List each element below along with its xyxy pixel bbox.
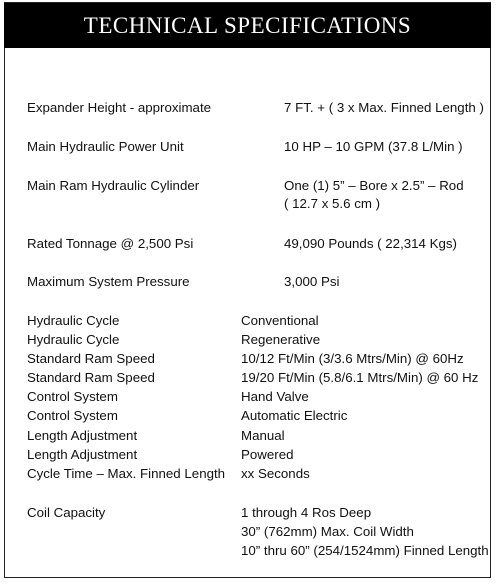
page-title: TECHNICAL SPECIFICATIONS [83,13,412,38]
spec-label: Main Hydraulic Power Unit [27,139,184,154]
spec-label: Hydraulic Cycle [27,313,120,328]
spec-value: 30” (762mm) Max. Coil Width [241,524,414,539]
spec-value: Conventional [241,313,319,328]
spec-value: 49,090 Pounds ( 22,314 Kgs) [284,236,457,251]
spec-label: Control System [27,389,118,404]
spec-value: One (1) 5” – Bore x 2.5” – Rod [284,178,464,193]
spec-value: xx Seconds [241,466,310,481]
spec-value: 10 HP – 10 GPM (37.8 L/Min ) [284,139,463,154]
spec-value: Powered [241,447,294,462]
spec-value: Regenerative [241,332,321,347]
spec-value: 7 FT. + ( 3 x Max. Finned Length ) [284,100,484,115]
spec-value: 19/20 Ft/Min (5.8/6.1 Mtrs/Min) @ 60 Hz [241,370,479,385]
spec-label: Standard Ram Speed [27,370,155,385]
spec-label: Rated Tonnage @ 2,500 Psi [27,236,194,251]
spec-label: Hydraulic Cycle [27,332,120,347]
spec-label: Maximum System Pressure [27,274,190,289]
spec-label: Control System [27,408,118,423]
spec-sheet-frame [4,2,491,578]
spec-value: Automatic Electric [241,408,348,423]
spec-value: ( 12.7 x 5.6 cm ) [284,196,381,211]
spec-value: 3,000 Psi [284,274,340,289]
spec-value: 10” thru 60” (254/1524mm) Finned Length [241,543,489,558]
spec-value: Manual [241,428,285,443]
spec-label: Length Adjustment [27,447,138,462]
spec-label: Length Adjustment [27,428,138,443]
spec-value: 10/12 Ft/Min (3/3.6 Mtrs/Min) @ 60Hz [241,351,464,366]
spec-value: 1 through 4 Ros Deep [241,505,372,520]
title-banner [4,3,491,48]
spec-label: Cycle Time – Max. Finned Length [27,466,226,481]
spec-label: Expander Height - approximate [27,100,212,115]
spec-value: Hand Valve [241,389,309,404]
spec-label: Coil Capacity [27,505,106,520]
spec-label: Main Ram Hydraulic Cylinder [27,178,200,193]
spec-label: Standard Ram Speed [27,351,155,366]
